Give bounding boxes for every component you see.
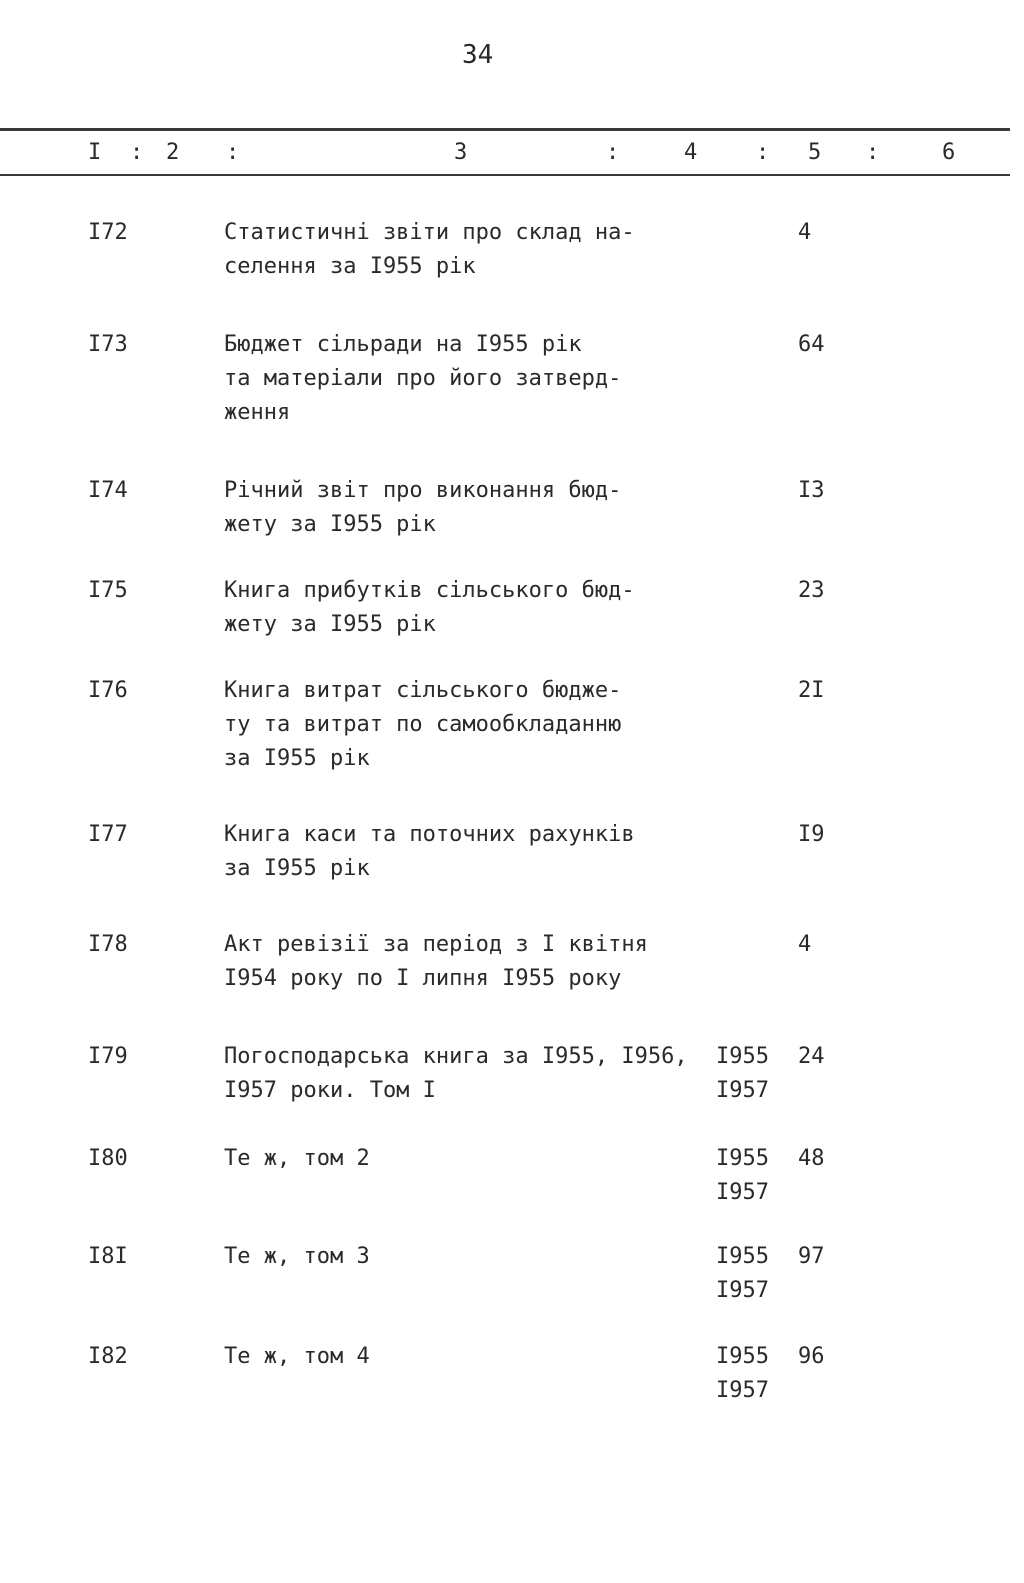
header-col-3: 3 bbox=[454, 140, 468, 165]
entry-number: I80 bbox=[88, 1146, 128, 1171]
header-separator: : bbox=[226, 140, 240, 165]
entry-sheets: 96 bbox=[798, 1344, 825, 1369]
entry-title: Річний звіт про виконання бюд- жету за I955 рік bbox=[224, 478, 622, 537]
entry-title: Те ж, том 3 bbox=[224, 1244, 370, 1269]
entry-sheets: I3 bbox=[798, 478, 825, 503]
header-col-4: 4 bbox=[684, 140, 698, 165]
entry-number: I75 bbox=[88, 578, 128, 603]
header-separator: : bbox=[606, 140, 620, 165]
header-col-1: I bbox=[88, 140, 102, 165]
header-col-5: 5 bbox=[808, 140, 822, 165]
entry-sheets: 48 bbox=[798, 1146, 825, 1171]
entry-number: I79 bbox=[88, 1044, 128, 1069]
header-bottom-rule bbox=[0, 174, 1010, 176]
entry-title: Книга витрат сільського бюдже- ту та витрат по самообкладанню за I955 рік bbox=[224, 678, 622, 771]
entry-title: Акт ревізії за період з I квітня I954 року по I липня I955 року bbox=[224, 932, 648, 991]
entry-title: Книга прибутків сільського бюд- жету за I955 рік bbox=[224, 578, 635, 637]
header-top-rule bbox=[0, 128, 1010, 131]
entry-sheets: 24 bbox=[798, 1044, 825, 1069]
page-number: 34 bbox=[462, 40, 494, 70]
entry-number: I73 bbox=[88, 332, 128, 357]
entry-sheets: 4 bbox=[798, 220, 812, 245]
entry-dates: I955 I957 bbox=[716, 1146, 769, 1205]
entry-sheets: 97 bbox=[798, 1244, 825, 1269]
header-col-2: 2 bbox=[166, 140, 180, 165]
entry-number: I76 bbox=[88, 678, 128, 703]
header-separator: : bbox=[130, 140, 144, 165]
entry-title: Погосподарська книга за I955, I956, I957 роки. Том I bbox=[224, 1044, 688, 1103]
header-separator: : bbox=[866, 140, 880, 165]
entry-sheets: 4 bbox=[798, 932, 812, 957]
entry-dates: I955 I957 bbox=[716, 1244, 769, 1303]
header-col-6: 6 bbox=[942, 140, 956, 165]
entry-number: I77 bbox=[88, 822, 128, 847]
entry-number: I78 bbox=[88, 932, 128, 957]
entry-title: Бюджет сільради на I955 рік та матеріали про його затверд- ження bbox=[224, 332, 622, 425]
entry-title: Статистичні звіти про склад на- селення за I955 рік bbox=[224, 220, 635, 279]
entry-dates: I955 I957 bbox=[716, 1344, 769, 1403]
header-separator: : bbox=[756, 140, 770, 165]
entry-title: Те ж, том 4 bbox=[224, 1344, 370, 1369]
entry-sheets: 23 bbox=[798, 578, 825, 603]
entry-title: Те ж, том 2 bbox=[224, 1146, 370, 1171]
entry-number: I74 bbox=[88, 478, 128, 503]
entry-title: Книга каси та поточних рахунків за I955 рік bbox=[224, 822, 635, 881]
entry-number: I72 bbox=[88, 220, 128, 245]
entry-sheets: I9 bbox=[798, 822, 825, 847]
entry-number: I8I bbox=[88, 1244, 128, 1269]
entry-number: I82 bbox=[88, 1344, 128, 1369]
entry-sheets: 64 bbox=[798, 332, 825, 357]
entry-sheets: 2I bbox=[798, 678, 825, 703]
entry-dates: I955 I957 bbox=[716, 1044, 769, 1103]
